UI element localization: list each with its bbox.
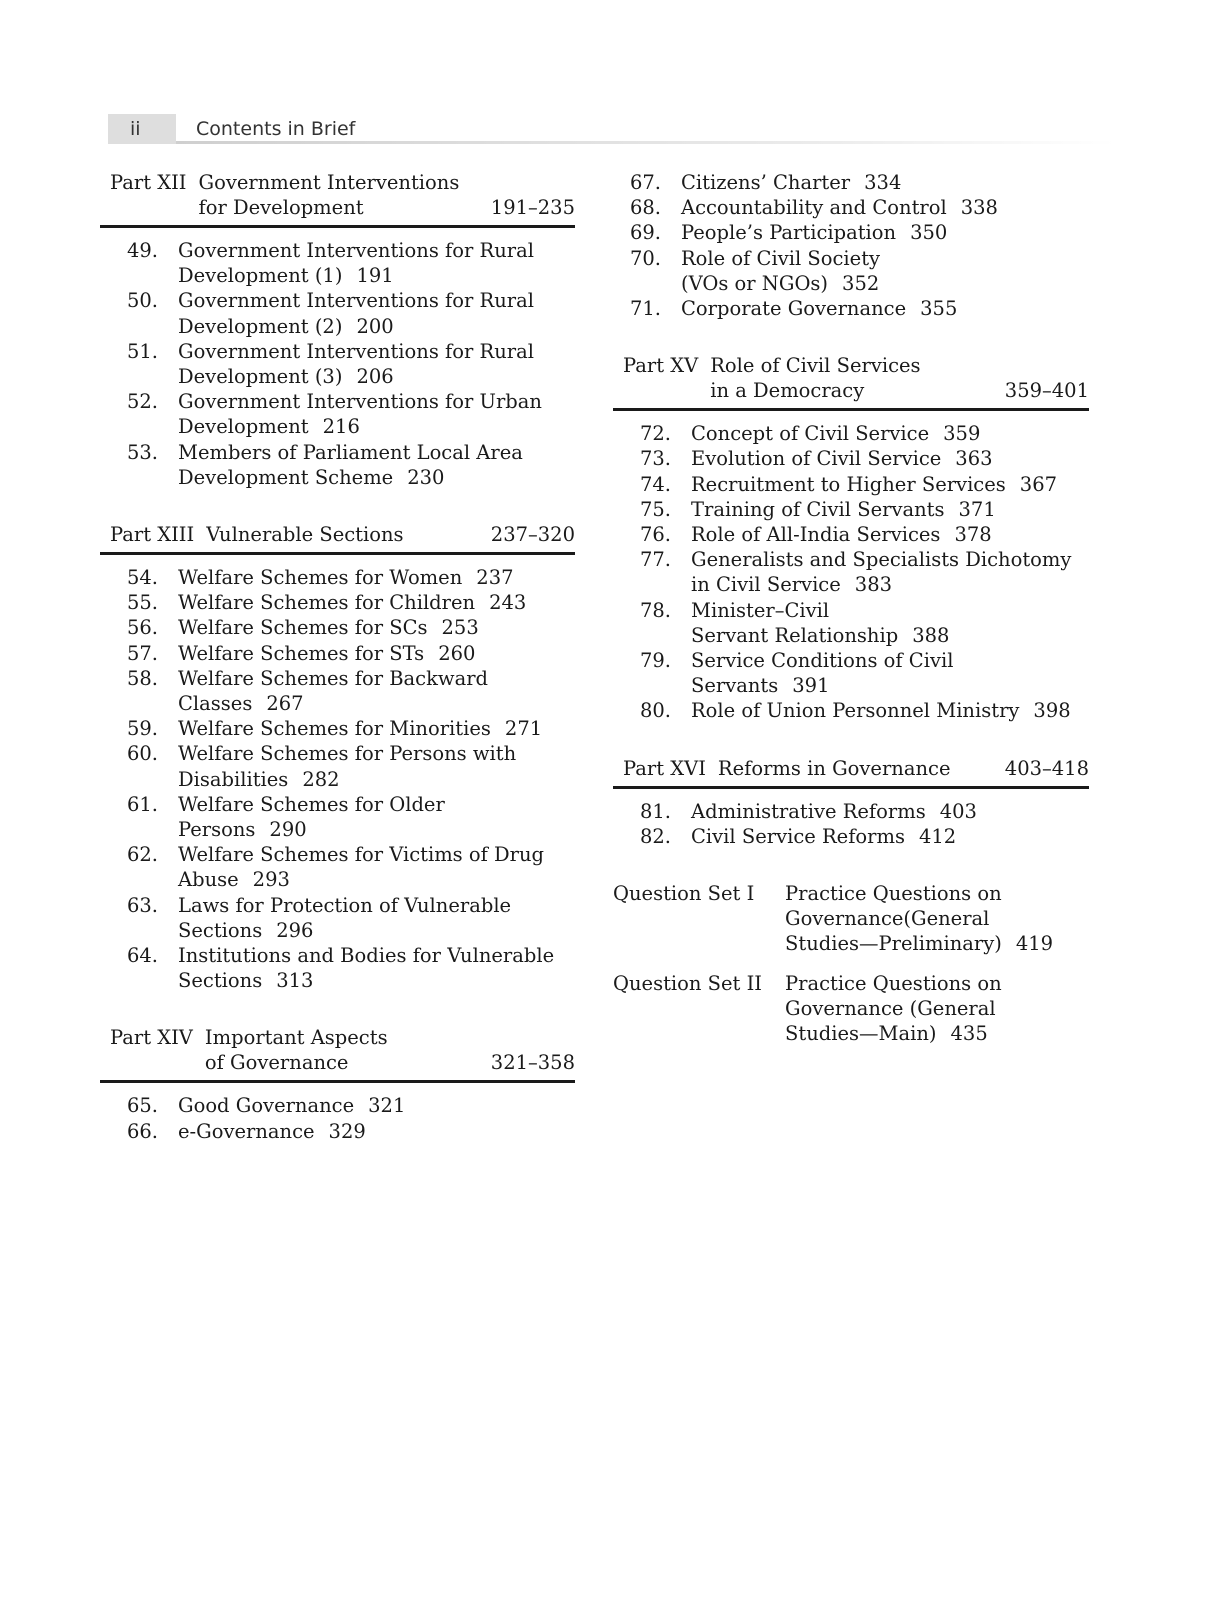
chapter-entry[interactable] (110, 842, 575, 892)
chapter-page: 282 (302, 767, 340, 791)
chapter-title: Government Interventions for Urban Development 216 (178, 390, 542, 439)
chapter-page: 191 (356, 264, 394, 288)
chapter-number: 77. (639, 548, 671, 572)
part-label: Part XIV (110, 1026, 193, 1050)
chapter-entry[interactable] (110, 666, 575, 716)
chapter-entry[interactable] (110, 741, 575, 791)
chapter-number: 82. (639, 824, 671, 848)
chapter-page: 412 (918, 824, 957, 848)
chapter-entry[interactable] (110, 716, 575, 741)
part-heading (110, 1025, 575, 1075)
chapter-entry[interactable] (110, 1093, 575, 1118)
page-number: ii (108, 114, 176, 144)
question-set-title: Practice Questions on Governance (General Studies—Main) 435 (785, 971, 1002, 1046)
question-set-page: 419 (1015, 932, 1054, 956)
chapter-page: 200 (356, 314, 394, 338)
chapter-page: 338 (960, 196, 998, 220)
chapter-page: 260 (438, 641, 476, 665)
part-xvi (613, 756, 1089, 881)
part-label: Part XV (623, 354, 699, 378)
part-rule (100, 225, 575, 228)
chapter-entry[interactable] (110, 238, 575, 288)
chapter-title: Welfare Schemes for Older Persons 290 (178, 792, 445, 842)
part-heading (110, 522, 575, 547)
chapter-number: 53. (126, 440, 158, 464)
chapter-title: Good Governance 321 (178, 1094, 406, 1118)
left-column (100, 170, 575, 1150)
part-page-range: 321–358 (490, 1051, 575, 1075)
chapter-page: 267 (266, 692, 304, 716)
chapter-title: Welfare Schemes for Victims of Drug Abuse 293 (178, 843, 545, 892)
running-header (108, 114, 1098, 144)
part-label: Part XVI (623, 756, 706, 780)
chapter-page: 363 (955, 447, 993, 471)
chapter-page: 383 (854, 573, 893, 597)
running-title: Contents in Brief (196, 118, 356, 140)
part-rule (613, 786, 1089, 789)
chapter-entry[interactable] (110, 389, 575, 439)
question-set-title: Practice Questions on Governance(General Studies—Preliminary) 419 (785, 882, 1054, 956)
part-rule (100, 552, 575, 555)
chapter-title: Welfare Schemes for SCs 253 (178, 616, 479, 640)
chapter-title: Members of Parliament Local Area Development Scheme 230 (178, 440, 523, 489)
chapter-number: 67. (629, 171, 661, 194)
chapter-title: Government Interventions for Rural Development (2) 200 (178, 289, 534, 338)
chapter-entry[interactable] (623, 698, 1089, 723)
chapter-title: Laws for Protection of Vulnerable Sections 296 (178, 893, 512, 942)
chapter-number: 76. (639, 523, 671, 547)
chapter-number: 55. (126, 591, 158, 615)
chapter-number: 68. (629, 196, 661, 220)
chapter-number: 81. (639, 799, 671, 823)
part-rule (100, 1080, 575, 1083)
chapter-page: 237 (476, 566, 514, 590)
chapter-title: Corporate Governance 355 (681, 297, 958, 321)
chapter-page: 403 (939, 799, 977, 823)
chapter-title: Recruitment to Higher Services 367 (691, 472, 1058, 496)
chapter-page: 293 (252, 868, 290, 892)
question-set-entry[interactable] (613, 971, 1089, 1047)
chapter-entry[interactable] (623, 421, 1089, 446)
part-title: Role of Civil Services in a Democracy (710, 354, 921, 403)
chapter-entry[interactable] (623, 824, 1089, 849)
chapter-title: Concept of Civil Service 359 (691, 422, 981, 446)
part-xv (613, 353, 1089, 755)
chapter-number: 72. (639, 422, 671, 446)
chapter-page: 216 (322, 415, 360, 439)
part-heading (623, 756, 1089, 781)
chapter-entry[interactable] (623, 497, 1089, 522)
chapter-number: 58. (126, 666, 158, 690)
part-title: Important Aspects of Governance (204, 1026, 388, 1075)
chapter-page: 271 (504, 717, 543, 741)
chapter-number: 65. (126, 1094, 158, 1118)
chapter-number: 49. (126, 239, 158, 262)
chapter-page: 391 (792, 674, 830, 698)
chapter-page: 334 (864, 171, 902, 194)
chapter-entry[interactable] (110, 641, 575, 666)
chapter-page: 321 (368, 1094, 406, 1118)
question-set-page: 435 (950, 1022, 988, 1046)
part-xiv (100, 1025, 575, 1149)
chapter-number: 62. (126, 843, 158, 867)
chapter-entry[interactable] (613, 296, 1089, 321)
chapter-entry[interactable] (623, 598, 1089, 648)
chapter-number: 59. (126, 717, 158, 741)
chapter-title: People’s Participation 350 (681, 221, 948, 245)
chapter-entry[interactable] (623, 472, 1089, 497)
chapter-number: 69. (629, 221, 661, 245)
chapter-title: Accountability and Control 338 (681, 196, 998, 220)
chapter-title: Evolution of Civil Service 363 (691, 447, 993, 471)
chapter-page: 398 (1033, 699, 1071, 723)
chapter-entry[interactable] (623, 648, 1089, 698)
chapter-title: Training of Civil Servants 371 (691, 497, 996, 521)
chapter-entry[interactable] (110, 893, 575, 943)
chapter-page: 206 (356, 365, 394, 389)
chapter-title: Administrative Reforms 403 (691, 799, 977, 823)
chapter-number: 78. (639, 598, 671, 622)
chapter-entry[interactable] (613, 246, 1089, 296)
question-set-entry[interactable] (613, 881, 1089, 957)
chapter-page: 313 (276, 969, 314, 993)
chapter-number: 56. (126, 616, 158, 640)
chapter-entry[interactable] (613, 195, 1089, 220)
chapter-number: 61. (126, 792, 158, 816)
chapter-page: 359 (943, 422, 981, 446)
chapter-number: 70. (629, 246, 661, 270)
part-page-range: 237–320 (490, 523, 575, 547)
chapter-title: Institutions and Bodies for Vulnerable Sections 313 (178, 944, 555, 993)
part-page-range: 191–235 (490, 196, 575, 219)
chapter-number: 60. (126, 742, 158, 766)
question-set-label: Question Set I (613, 882, 755, 906)
chapter-page: 296 (276, 918, 314, 942)
chapter-page: 230 (407, 465, 445, 489)
part-xiv-continued (613, 170, 1089, 353)
part-title: Vulnerable Sections (206, 523, 404, 547)
chapter-title: Civil Service Reforms 412 (691, 824, 957, 848)
chapter-page: 350 (910, 221, 948, 245)
chapter-number: 54. (126, 566, 158, 590)
chapter-entry[interactable] (623, 446, 1089, 471)
chapter-title: Welfare Schemes for Children 243 (178, 591, 527, 615)
chapter-title: Role of Civil Society (VOs or NGOs) 352 (681, 246, 881, 295)
header-rule (176, 141, 1116, 144)
chapter-page: 253 (441, 616, 479, 640)
chapter-title: Minister–Civil Servant Relationship 388 (691, 598, 950, 647)
chapter-page: 388 (912, 623, 950, 647)
chapter-number: 71. (629, 297, 661, 321)
chapter-entry[interactable] (110, 792, 575, 842)
chapter-number: 74. (639, 472, 671, 496)
chapter-entry[interactable] (110, 1119, 575, 1144)
part-page-range: 359–401 (1004, 379, 1089, 403)
part-rule (613, 408, 1089, 411)
chapter-entry[interactable] (613, 170, 1089, 195)
part-xii (100, 170, 575, 522)
chapter-title: Service Conditions of Civil Servants 391 (691, 649, 954, 698)
chapter-title: Welfare Schemes for STs 260 (178, 641, 476, 665)
chapter-page: 367 (1019, 472, 1058, 496)
chapter-number: 80. (639, 699, 671, 723)
chapter-title: Government Interventions for Rural Development (1) 191 (178, 239, 534, 288)
chapter-number: 64. (126, 944, 158, 968)
part-title: Government Interventions for Development (198, 171, 460, 219)
chapter-page: 355 (920, 297, 958, 321)
chapter-page: 329 (328, 1119, 366, 1143)
chapter-entry[interactable] (110, 615, 575, 640)
chapter-number: 51. (126, 339, 158, 363)
part-page-range: 403–418 (1004, 756, 1089, 780)
chapter-title: Welfare Schemes for Minorities 271 (178, 717, 543, 741)
chapter-entry[interactable] (110, 440, 575, 490)
part-label: Part XIII (110, 523, 195, 547)
chapter-entry[interactable] (110, 590, 575, 615)
chapter-title: e-Governance 329 (178, 1119, 366, 1143)
chapter-page: 371 (958, 497, 996, 521)
chapter-page: 243 (489, 591, 527, 615)
part-heading (623, 353, 1089, 403)
part-label: Part XII (110, 171, 187, 194)
chapter-page: 378 (954, 523, 992, 547)
chapter-number: 79. (639, 649, 671, 673)
chapter-number: 73. (639, 447, 671, 471)
chapter-entry[interactable] (623, 522, 1089, 547)
chapter-entry[interactable] (613, 220, 1089, 245)
chapter-number: 50. (126, 289, 158, 313)
chapter-entry[interactable] (623, 547, 1089, 597)
chapter-title: Generalists and Specialists Dichotomy in Civil Service 383 (691, 548, 1072, 597)
part-heading (110, 170, 575, 220)
chapter-page: 352 (842, 271, 880, 295)
chapter-number: 57. (126, 641, 158, 665)
right-column (613, 170, 1089, 1060)
question-set-label: Question Set II (613, 971, 763, 995)
chapter-title: Citizens’ Charter 334 (681, 171, 902, 194)
chapter-title: Role of All-India Services 378 (691, 523, 992, 547)
part-title: Reforms in Governance (717, 756, 951, 780)
chapter-entry[interactable] (110, 943, 575, 993)
chapter-title: Welfare Schemes for Backward Classes 267 (178, 666, 489, 716)
chapter-number: 75. (639, 497, 671, 521)
chapter-number: 52. (126, 390, 158, 414)
chapter-page: 290 (269, 818, 307, 842)
chapter-entry[interactable] (110, 288, 575, 338)
chapter-title: Government Interventions for Rural Development (3) 206 (178, 339, 534, 389)
chapter-number: 63. (126, 893, 158, 917)
chapter-entry[interactable] (623, 799, 1089, 824)
chapter-title: Role of Union Personnel Ministry 398 (691, 699, 1071, 723)
chapter-number: 66. (126, 1119, 158, 1143)
chapter-title: Welfare Schemes for Women 237 (178, 566, 514, 590)
chapter-entry[interactable] (110, 339, 575, 389)
chapter-entry[interactable] (110, 565, 575, 590)
chapter-title: Welfare Schemes for Persons with Disabilities 282 (178, 742, 517, 791)
part-xiii (100, 522, 575, 1025)
